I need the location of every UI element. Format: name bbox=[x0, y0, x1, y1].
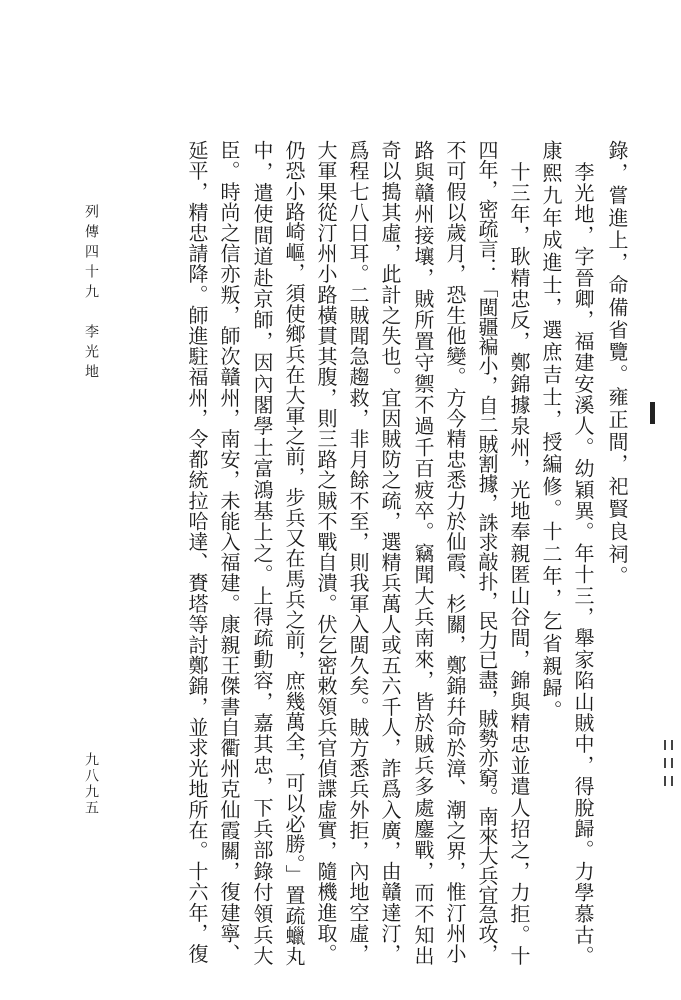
text-column-14: 延平，精忠請降。師進駐福州，令都統拉哈達、賚塔等討鄭錦，並求光地所在。十六年，復 bbox=[185, 140, 209, 964]
text-column-11: 仍恐小路崎嶇，須使鄉兵在大軍之前，步兵又在馬兵之前，庶幾萬全，可以必勝。」置疏蠟丸 bbox=[282, 140, 306, 967]
text-column-1: 錄，嘗進上，命備省覽。雍正間，祀賢良祠。 bbox=[605, 140, 629, 588]
text-column-4: 十三年，耿精忠反，鄭錦據泉州，光地奉親匿山谷間，錦與精忠並遣人招之，力拒。十 bbox=[507, 140, 531, 967]
text-column-8: 奇以搗其虛，此計之失也。宜因賊防之疏，選精兵萬人或五六千人，詐爲入廣，由贛達汀， bbox=[378, 140, 402, 964]
text-column-6: 不可假以歲月，恐生他變。方今精忠悉力於仙霞、杉關，鄭錦幷命於漳、潮之界，惟汀州小 bbox=[443, 140, 467, 964]
text-column-3: 康熙九年成進士，選庶吉士，授編修。十二年，乞省親歸。 bbox=[539, 140, 563, 723]
text-column-5: 四年，密疏言：「閩疆褊小，自二賊割據，誅求敲扑，民力已盡，賊勢亦窮。南來大兵宜急攻， bbox=[475, 140, 499, 964]
text-column-13: 臣。時尚之信亦叛，師次贛州，南安，未能入福建。康親王傑書自衢州克仙霞關，復建寧、 bbox=[217, 140, 241, 964]
running-footer-title: 列傳四十九 李光地 bbox=[83, 204, 99, 384]
edge-mark bbox=[650, 402, 655, 424]
page-number: 九八九五 bbox=[83, 752, 99, 816]
text-column-12: 中，遣使間道赴京師，因內閣學士富鴻基上之。上得疏動容，嘉其忠，下兵部錄付領兵大 bbox=[250, 140, 274, 967]
text-column-2: 李光地，字晉卿，福建安溪人。幼穎異。年十三，舉家陷山賊中，得脫歸。力學慕古。 bbox=[571, 140, 595, 967]
text-column-9: 爲程七八日耳。二賊聞急趨救，非月餘不至，則我軍入閩久矣。賊方悉兵外拒，內地空虛， bbox=[346, 140, 370, 964]
text-column-7: 路與贛州接壤，賊所置守禦不過千百疲卒。竊聞大兵南來，皆於賊兵多處鏖戰，而不知出 bbox=[411, 140, 435, 967]
text-column-10: 大軍果從汀州小路橫貫其腹，則三路之賊不戰自潰。伏乞密敕領兵官偵諜虛實，隨機進取。 bbox=[314, 140, 338, 964]
